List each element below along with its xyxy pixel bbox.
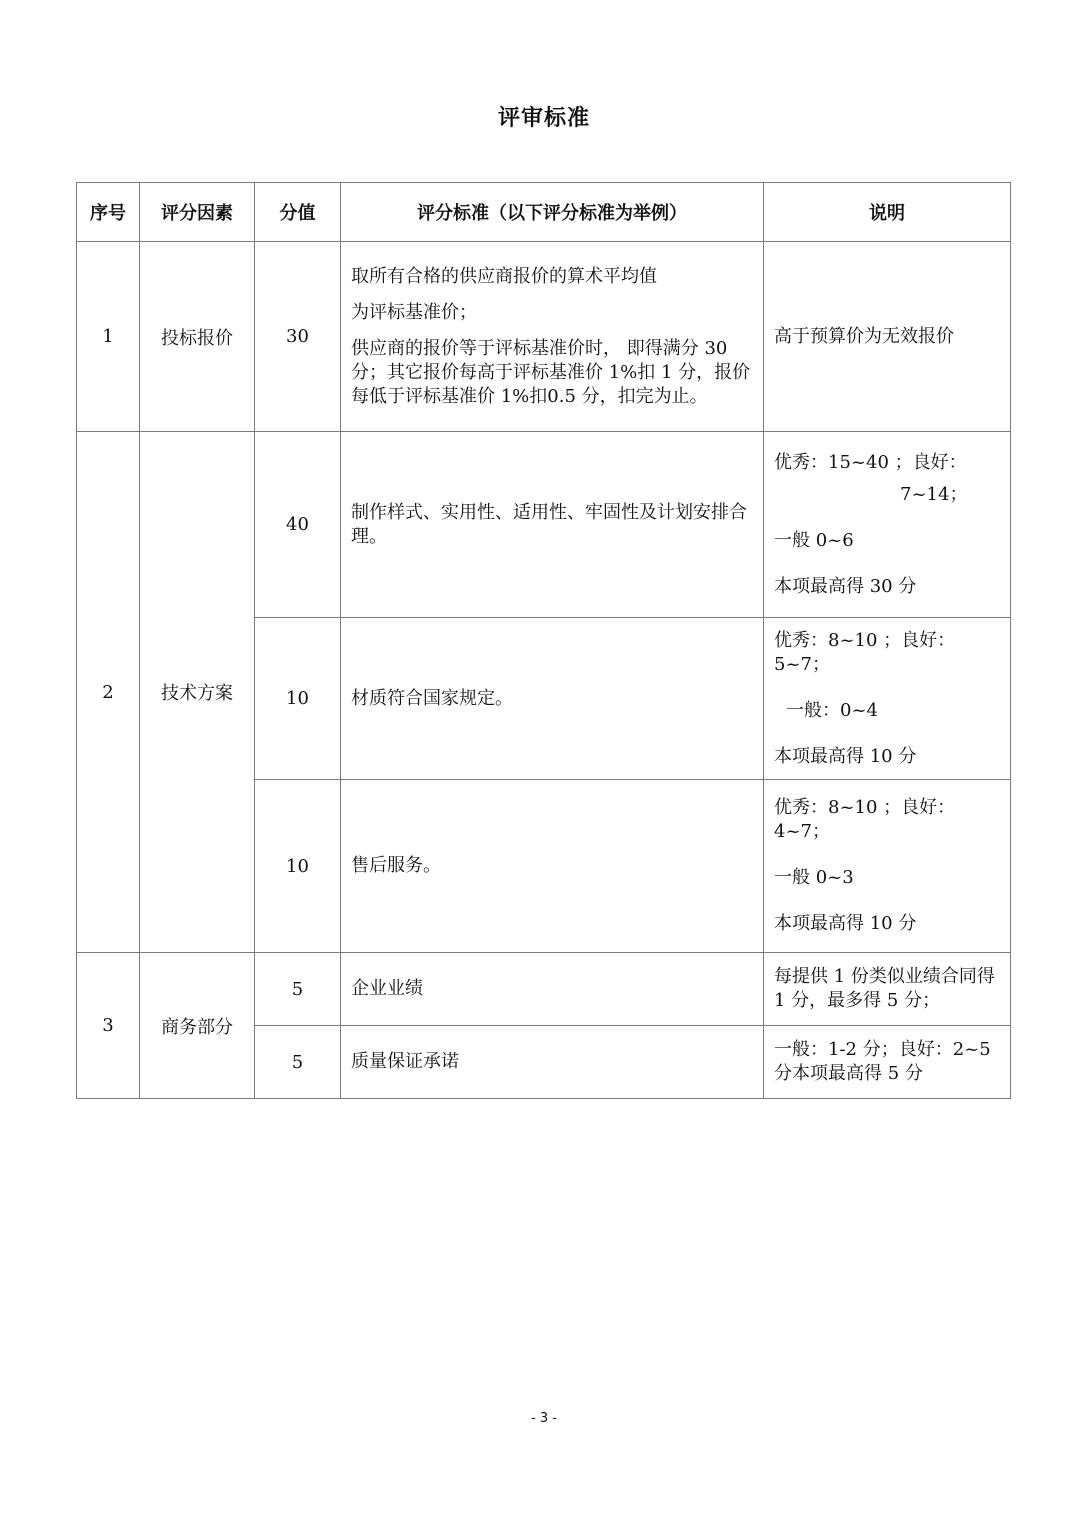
row-criteria: 企业业绩: [341, 953, 764, 1026]
page-title: 评审标准: [497, 106, 590, 131]
note-line: 一般 0~6: [774, 529, 854, 551]
row-note: [764, 953, 1011, 1026]
row-no: 1: [77, 242, 140, 432]
note-line: 一般：0~4: [786, 699, 878, 721]
table-row: [77, 242, 1011, 432]
evaluation-table: [76, 182, 1011, 1099]
note-line: 优秀：8~10 ；良好：5~7；: [774, 629, 956, 675]
row-no: 3: [77, 953, 140, 1099]
header-criteria: 评分标准（以下评分标准为举例）: [341, 183, 764, 242]
page-number: - 3 -: [531, 1411, 557, 1426]
row-score: 30: [255, 242, 341, 432]
table-row: [77, 953, 1011, 1026]
row-score: 40: [255, 432, 341, 618]
row-factor: 商务部分: [140, 953, 255, 1099]
row-score: 5: [255, 1026, 341, 1099]
header-note: 说明: [764, 183, 1011, 242]
note-line: 高于预算价为无效报价: [774, 325, 954, 347]
row-criteria: [341, 242, 764, 432]
row-factor: 投标报价: [140, 242, 255, 432]
row-note: [764, 780, 1011, 953]
row-note: [764, 432, 1011, 618]
row-score: 5: [255, 953, 341, 1026]
note-line: 优秀：15~40 ；良好：: [774, 451, 967, 473]
header-factor: 评分因素: [140, 183, 255, 242]
note-line: 优秀：8~10 ；良好：4~7；: [774, 797, 956, 842]
row-note: [764, 1026, 1011, 1099]
note-line: 本项最高得 10 分: [774, 913, 917, 934]
row-criteria: 制作样式、实用性、适用性、牢固性及计划安排合理。: [341, 432, 764, 618]
row-score: 10: [255, 618, 341, 780]
note-line: 本项最高得 10 分: [774, 745, 917, 767]
row-factor: 技术方案: [140, 432, 255, 953]
header-no: 序号: [77, 183, 140, 242]
row-criteria: 材质符合国家规定。: [341, 618, 764, 780]
table-row: [77, 432, 1011, 618]
note-line: 一般 0~3: [774, 867, 854, 888]
header-score: 分值: [255, 183, 341, 242]
note-line: 本项最高得 30 分: [774, 575, 917, 597]
note-line: 每提供 1 份类似业绩合同得 1 分，最多得 5 分；: [774, 966, 995, 1011]
table-header-row: [77, 183, 1011, 242]
row-score: 10: [255, 780, 341, 953]
row-note: [764, 242, 1011, 432]
criteria-line: 取所有合格的供应商报价的算术平均值: [351, 265, 657, 287]
criteria-line: 为评标基准价；: [351, 301, 477, 323]
row-note: [764, 618, 1011, 780]
note-line: 7~14；: [900, 483, 968, 505]
criteria-line: 供应商的报价等于评标基准价时， 即得满分 30 分；其它报价每高于评标基准价 1%扣 1 分，报价每低于评标基准价 1%扣0.5 分，扣完为止。: [351, 337, 751, 407]
row-no: 2: [77, 432, 140, 953]
row-criteria: 售后服务。: [341, 780, 764, 953]
row-criteria: 质量保证承诺: [341, 1026, 764, 1099]
note-line: 一般：1-2 分；良好：2~5 分本项最高得 5 分: [774, 1039, 991, 1084]
